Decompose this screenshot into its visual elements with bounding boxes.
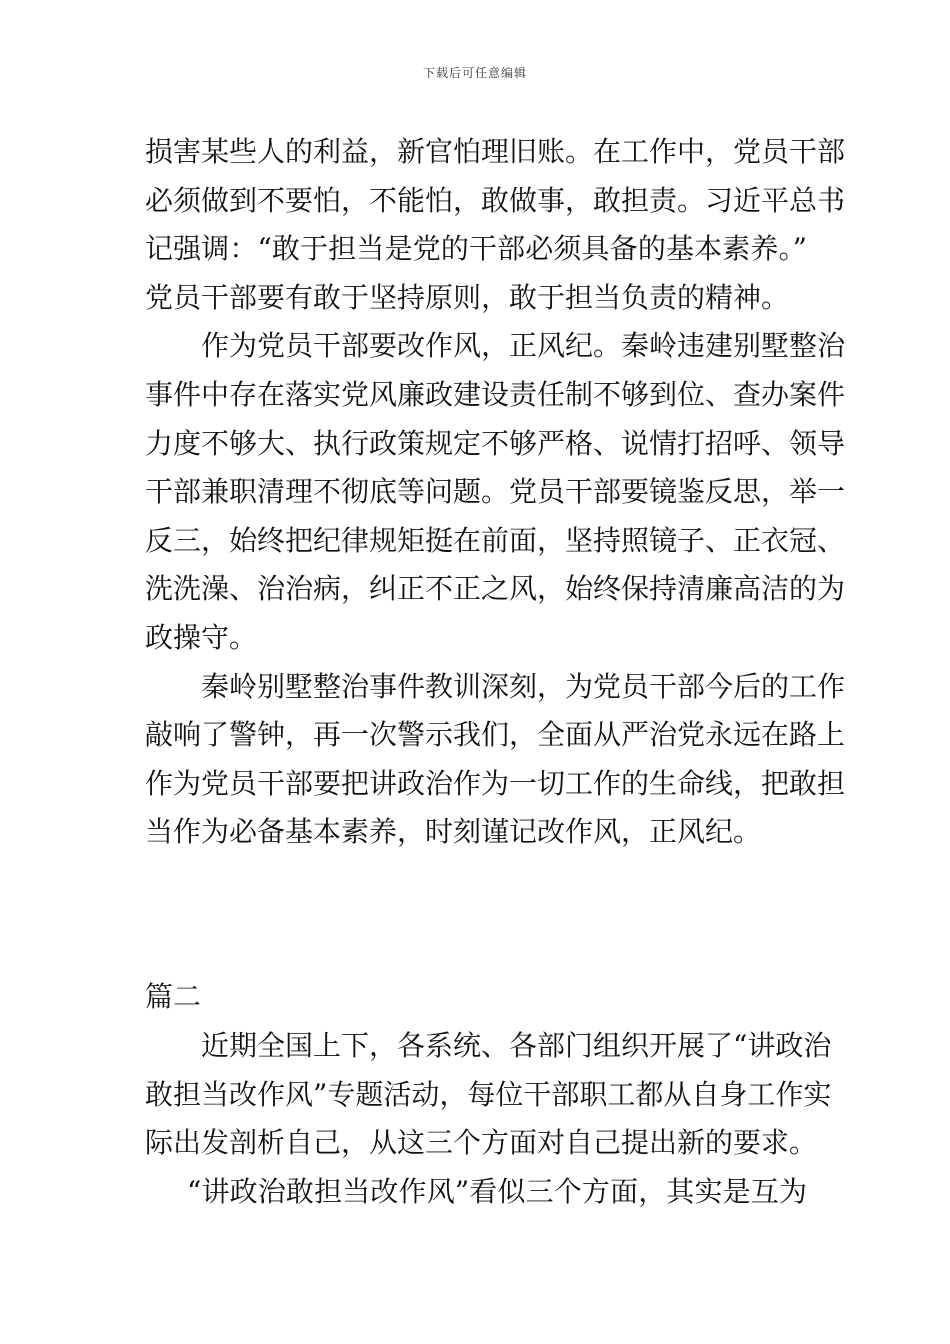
text-line: 作为党员干部要改作风，正风纪。秦岭违建别墅整治 — [201, 329, 846, 363]
text-line: 际出发剖析自己，从这三个方面对自己提出新的要求。 — [145, 1126, 818, 1160]
section-two-body — [145, 1022, 832, 1216]
page-header: 下载后可任意编辑 — [422, 66, 527, 80]
text-line: 党员干部要有敢于坚持原则，敢于担当负责的精神。 — [145, 280, 790, 314]
text-line: 敲响了警钟，再一次警示我们，全面从严治党永远在路上 — [145, 718, 846, 752]
text-line: 洗洗澡、治治病，纠正不正之风，始终保持清廉高洁的为 — [145, 572, 846, 606]
text-line: 必须做到不要怕，不能怕，敢做事，敢担责。习近平总书 — [145, 183, 846, 217]
text-line: 秦岭别墅整治事件教训深刻，为党员干部今后的工作 — [201, 669, 846, 703]
text-line: 力度不够大、执行政策规定不够严格、说情打招呼、领导 — [145, 426, 846, 460]
text-line: 政操守。 — [145, 620, 258, 654]
section-heading: 篇二 — [145, 980, 202, 1013]
section-one-body — [145, 128, 846, 857]
text-line: 近期全国上下，各系统、各部门组织开展了“讲政治 — [201, 1029, 832, 1062]
text-line: 敢担当改作风”专题活动，每位干部职工都从自身工作实 — [145, 1077, 832, 1111]
text-line: 记强调：“敢于担当是党的干部必须具备的基本素养。” — [145, 232, 807, 266]
text-line: 当作为必备基本素养，时刻谨记改作风，正风纪。 — [145, 815, 762, 849]
text-line: 反三，始终把纪律规矩挺在前面，坚持照镜子、正衣冠、 — [145, 523, 846, 557]
text-line: 损害某些人的利益，新官怕理旧账。在工作中，党员干部 — [145, 135, 846, 168]
text-line: 事件中存在落实党风廉政建设责任制不够到位、查办案件 — [145, 377, 846, 411]
text-line: “讲政治敢担当改作风”看似三个方面，其实是互为 — [187, 1174, 807, 1208]
text-line: 干部兼职清理不彻底等问题。党员干部要镜鉴反思，举一 — [145, 475, 846, 509]
text-line: 作为党员干部要把讲政治作为一切工作的生命线，把敢担 — [145, 766, 846, 800]
